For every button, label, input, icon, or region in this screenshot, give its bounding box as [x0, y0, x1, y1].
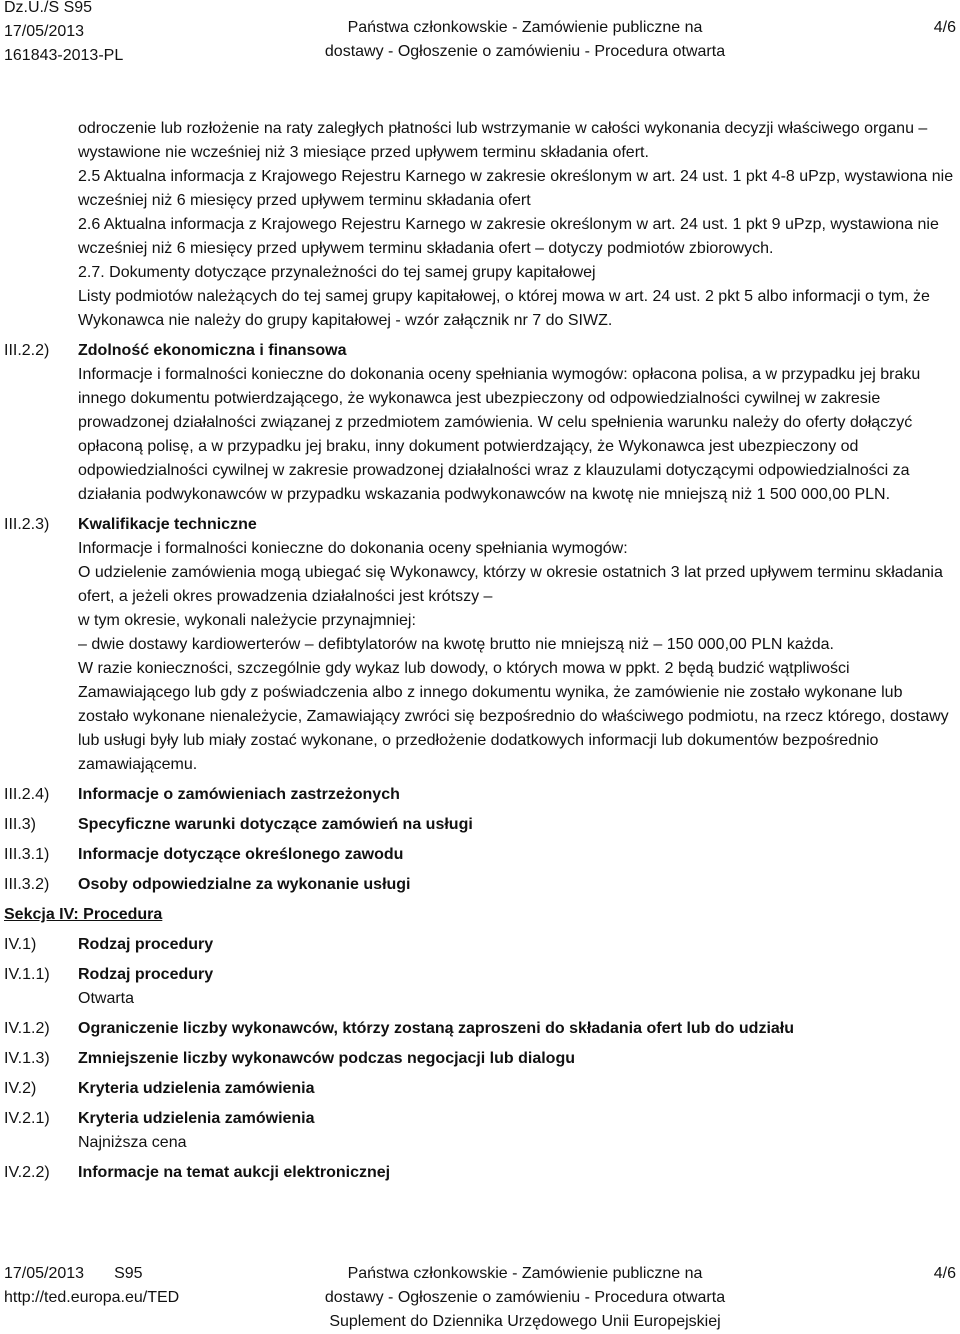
section-value: Otwarta — [78, 990, 135, 1007]
section-title: Informacje na temat aukcji elektronicznej — [78, 1164, 391, 1181]
section-number: III.3) — [4, 816, 37, 833]
section-title: Zmniejszenie liczby wykonawców podczas negocjacji lub dialogu — [78, 1050, 575, 1067]
footer-title-line-2: dostawy - Ogłoszenie o zamówieniu - Procedura otwarta — [324, 1289, 726, 1306]
section-iv-1-2 — [0, 1017, 960, 1041]
section-title: Informacje dotyczące określonego zawodu — [78, 846, 404, 863]
section-text-line: w tym okresie, wykonali należycie przynajmniej: — [78, 612, 416, 629]
section-iii-2-4 — [0, 783, 960, 807]
journal-ref: Dz.U./S S95 — [4, 0, 93, 16]
section-number: III.3.2) — [4, 876, 50, 893]
section-iii-3 — [0, 813, 960, 837]
section-number: IV.1.3) — [4, 1050, 50, 1067]
section-title: Informacje o zamówieniach zastrzeżonych — [78, 786, 400, 803]
section-number: III.2.4) — [4, 786, 50, 803]
footer-title-line-1: Państwa członkowskie - Zamówienie publiczne na — [347, 1265, 703, 1282]
section-iv-1 — [0, 933, 960, 957]
footer-page-number: 4/6 — [933, 1265, 956, 1282]
header-center — [290, 16, 760, 64]
footer-left — [4, 1262, 179, 1310]
section-title: Kwalifikacje techniczne — [78, 516, 257, 533]
header-date: 17/05/2013 — [4, 23, 85, 40]
section-number: IV.1) — [4, 936, 37, 953]
header-page-number: 4/6 — [933, 19, 956, 36]
section-iii-2-2 — [0, 339, 960, 507]
intro-paragraph: Listy podmiotów należących do tej samej grupy kapitałowej, o której mowa w art. 24 ust. 2 pkt 5 albo informacji o tym, że Wykonawca nie należy do grupy kapitałowej - wzór załącznik nr 7 do SIWZ. — [78, 288, 930, 329]
section-title: Ograniczenie liczby wykonawców, którzy zostaną zaproszeni do składania ofert lub do udziału — [78, 1020, 794, 1037]
section-number: III.2.3) — [4, 516, 50, 533]
section-title: Osoby odpowiedzialne za wykonanie usługi — [78, 876, 411, 893]
section-title: Specyficzne warunki dotyczące zamówień na usługi — [78, 816, 473, 833]
footer-url: http://ted.europa.eu/TED — [4, 1289, 180, 1306]
section-number: III.2.2) — [4, 342, 50, 359]
section-title: Rodzaj procedury — [78, 966, 214, 983]
section-iv-1-1 — [0, 963, 960, 1011]
header-title-line-2: dostawy - Ogłoszenie o zamówieniu - Procedura otwarta — [324, 43, 726, 60]
section-iii-3-1 — [0, 843, 960, 867]
intro-paragraph: 2.7. Dokumenty dotyczące przynależności do tej samej grupy kapitałowej — [78, 264, 596, 281]
footer-code: S95 — [114, 1265, 143, 1282]
footer-center — [290, 1262, 760, 1334]
intro-block — [0, 117, 960, 333]
section-title: Zdolność ekonomiczna i finansowa — [78, 342, 347, 359]
section-number: IV.2.1) — [4, 1110, 50, 1127]
section-number: IV.1.2) — [4, 1020, 50, 1037]
section-title: Kryteria udzielenia zamówienia — [78, 1110, 315, 1127]
header-left — [4, 0, 123, 68]
section-iii-2-3 — [0, 513, 960, 777]
section-text-line: Informacje i formalności konieczne do dokonania oceny spełniania wymogów: — [78, 540, 628, 557]
section-iv-2 — [0, 1077, 960, 1101]
intro-paragraph: 2.5 Aktualna informacja z Krajowego Rejestru Karnego w zakresie określonym w art. 24 ust. 1 pkt 4-8 uPzp, wystawiona nie wcześniej niż 6 miesięcy przed upływem terminu składania ofert — [78, 168, 954, 209]
section-text-line: O udzielenie zamówienia mogą ubiegać się Wykonawcy, którzy w okresie ostatnich 3 lat przed upływem terminu składania ofert, a jeżeli okres prowadzenia działalności jest krótszy – — [78, 564, 943, 605]
section-iv-2-2 — [0, 1161, 960, 1185]
page-header — [0, 0, 960, 68]
section-text-line: – dwie dostawy kardiowerterów – defibtylatorów na kwotę brutto nie mniejszą niż – 150 000,00 PLN każda. — [78, 636, 834, 653]
section-text: Informacje i formalności konieczne do dokonania oceny spełniania wymogów: opłacona polisa, a w przypadku jej braku innego dokumentu potwierdzającego, że wykonawca jest ubezpieczony od odpowiedzialności cywilnej w zakresie prowadzonej działalności związanej z przedmiotem zamówienia. W celu spełnienia warunku należy do oferty dołączyć opłaconą polisę, a w przypadku jej braku, inny dokument potwierdzający, że Wykonawca jest ubezpieczony od odpowiedzialności cywilnej w zakresie prowadzonej działalności wraz z klauzulami dotyczącymi odpowiedzialności za działania podwykonawców w przypadku wskazania podwykonawców na kwotę nie mniejszą niż 1 500 000,00 PLN. — [78, 366, 921, 503]
section-title: Kryteria udzielenia zamówienia — [78, 1080, 315, 1097]
header-title-line-1: Państwa członkowskie - Zamówienie publiczne na — [347, 19, 703, 36]
section-text-line: W razie konieczności, szczególnie gdy wykaz lub dowody, o których mowa w ppkt. 2 będą budzić wątpliwości Zamawiającego lub gdy z poświadczenia albo z innego dokumentu wynika, że zamówienie nie zostało wykonane lub zostało wykonane nienależycie, Zamawiający zwróci się bezpośrednio do właściwego podmiotu, na rzecz którego, dostawy lub usługi były lub miały zostać wykonane, o przedłożenie dodatkowych informacji lub dokumentów bezpośrednio zamawiającemu. — [78, 660, 949, 773]
document-body — [0, 117, 960, 1185]
section-number: IV.1.1) — [4, 966, 50, 983]
intro-paragraph: 2.6 Aktualna informacja z Krajowego Rejestru Karnego w zakresie określonym w art. 24 ust. 1 pkt 9 uPzp, wystawiona nie wcześniej niż 6 miesięcy przed upływem terminu składania ofert – dotyczy podmiotów zbiorowych. — [78, 216, 939, 257]
section-iii-3-2 — [0, 873, 960, 897]
section-number: IV.2) — [4, 1080, 37, 1097]
footer-supplement: Suplement do Dziennika Urzędowego Unii Europejskiej — [329, 1313, 721, 1330]
footer-date: 17/05/2013 — [4, 1265, 85, 1282]
section-iv-2-1 — [0, 1107, 960, 1155]
section-number: IV.2.2) — [4, 1164, 50, 1181]
notice-number: 161843-2013-PL — [4, 47, 124, 64]
section-value: Najniższa cena — [78, 1134, 187, 1151]
intro-paragraph: odroczenie lub rozłożenie na raty zaległych płatności lub wstrzymanie w całości wykonania decyzji właściwego organu – wystawione nie wcześniej niż 3 miesiące przed upływem terminu składania ofert. — [78, 120, 928, 161]
section-number: III.3.1) — [4, 846, 50, 863]
section-iv-heading: Sekcja IV: Procedura — [4, 906, 163, 923]
section-title: Rodzaj procedury — [78, 936, 214, 953]
section-iv-1-3 — [0, 1047, 960, 1071]
page-footer — [0, 1262, 960, 1334]
